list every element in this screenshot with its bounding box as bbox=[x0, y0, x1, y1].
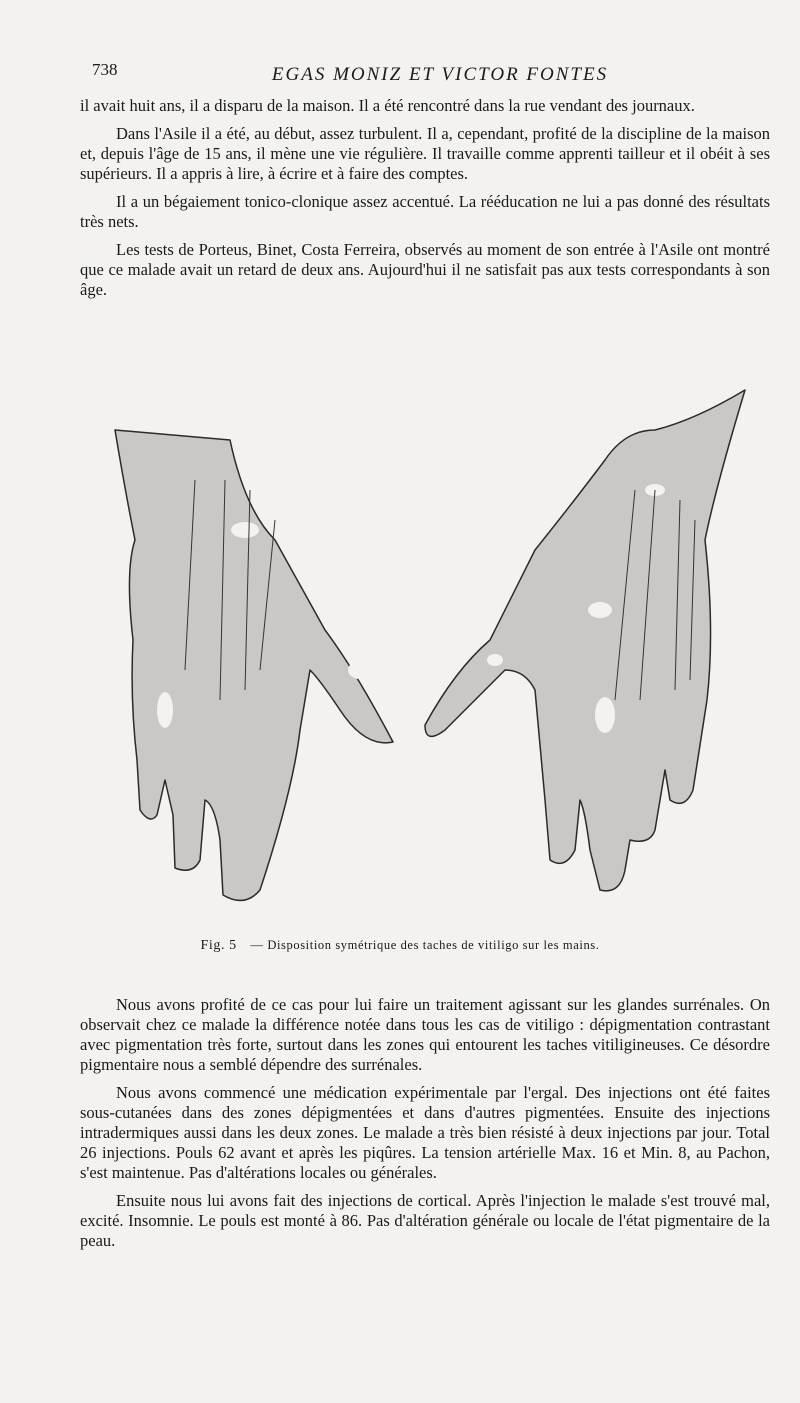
running-title: EGAS MONIZ ET VICTOR FONTES bbox=[271, 64, 609, 85]
vitiligo-hands-drawing bbox=[95, 370, 775, 930]
page-number: 738 bbox=[92, 60, 118, 79]
paragraph: Nous avons profité de ce cas pour lui faire un traitement agissant sur les glandes surrénales. On observait chez ce malade la différence notée dans tous les cas de vitiligo : dépigmentation contrastant avec pigmentation très forte, surtout dans les zones qui entourent les taches vitiligineuses. Ce désordre pigmentaire nous a semblé dépendre des surrénales. bbox=[80, 995, 770, 1074]
paragraph: Dans l'Asile il a été, au début, assez turbulent. Il a, cependant, profité de la discipline de la maison et, depuis l'âge de 15 ans, il mène une vie régulière. Il travaille comme apprenti tailleur et il obéit à ses supérieurs. Il a appris à lire, à écrire et à faire des comptes. bbox=[80, 124, 770, 183]
paragraph: Les tests de Porteus, Binet, Costa Ferreira, observés au moment de son entrée à l'Asile ont montré que ce malade avait un retard de deux ans. Aujourd'hui il ne satisfait pas aux tests correspondants à son âge. bbox=[80, 240, 770, 299]
bottom-text bbox=[80, 995, 770, 1259]
figure-caption bbox=[0, 938, 800, 954]
paragraph: Ensuite nous lui avons fait des injections de cortical. Après l'injection le malade s'est trouvé mal, excité. Insomnie. Le pouls est monté à 86. Pas d'altération générale ou locale de l'état pigmentaire de la peau. bbox=[80, 1191, 770, 1250]
hands-illustration bbox=[95, 370, 775, 930]
right-hand bbox=[425, 390, 745, 891]
paragraph: Il a un bégaiement tonico-clonique assez accentué. La rééducation ne lui a pas donné des résultats très nets. bbox=[80, 192, 770, 231]
figure-caption-text: — Disposition symétrique des taches de vitiligo sur les mains. bbox=[250, 938, 600, 952]
paragraph: Nous avons commencé une médication expérimentale par l'ergal. Des injections ont été faites sous-cutanées dans des zones dépigmentées et dans d'autres pigmentées. Ensuite des injections intradermiques aussi dans les deux zones. Le malade a très bien résisté à deux injections par jour. Total 26 injections. Pouls 62 avant et après les piqûres. La tension artérielle Max. 16 et Min. 8, au Pachon, s'est maintenue. Pas d'altérations locales ou générales. bbox=[80, 1083, 770, 1182]
figure-label: Fig. 5 bbox=[200, 938, 237, 953]
top-text bbox=[80, 96, 770, 308]
paragraph: il avait huit ans, il a disparu de la maison. Il a été rencontré dans la rue vendant des journaux. bbox=[80, 96, 695, 115]
